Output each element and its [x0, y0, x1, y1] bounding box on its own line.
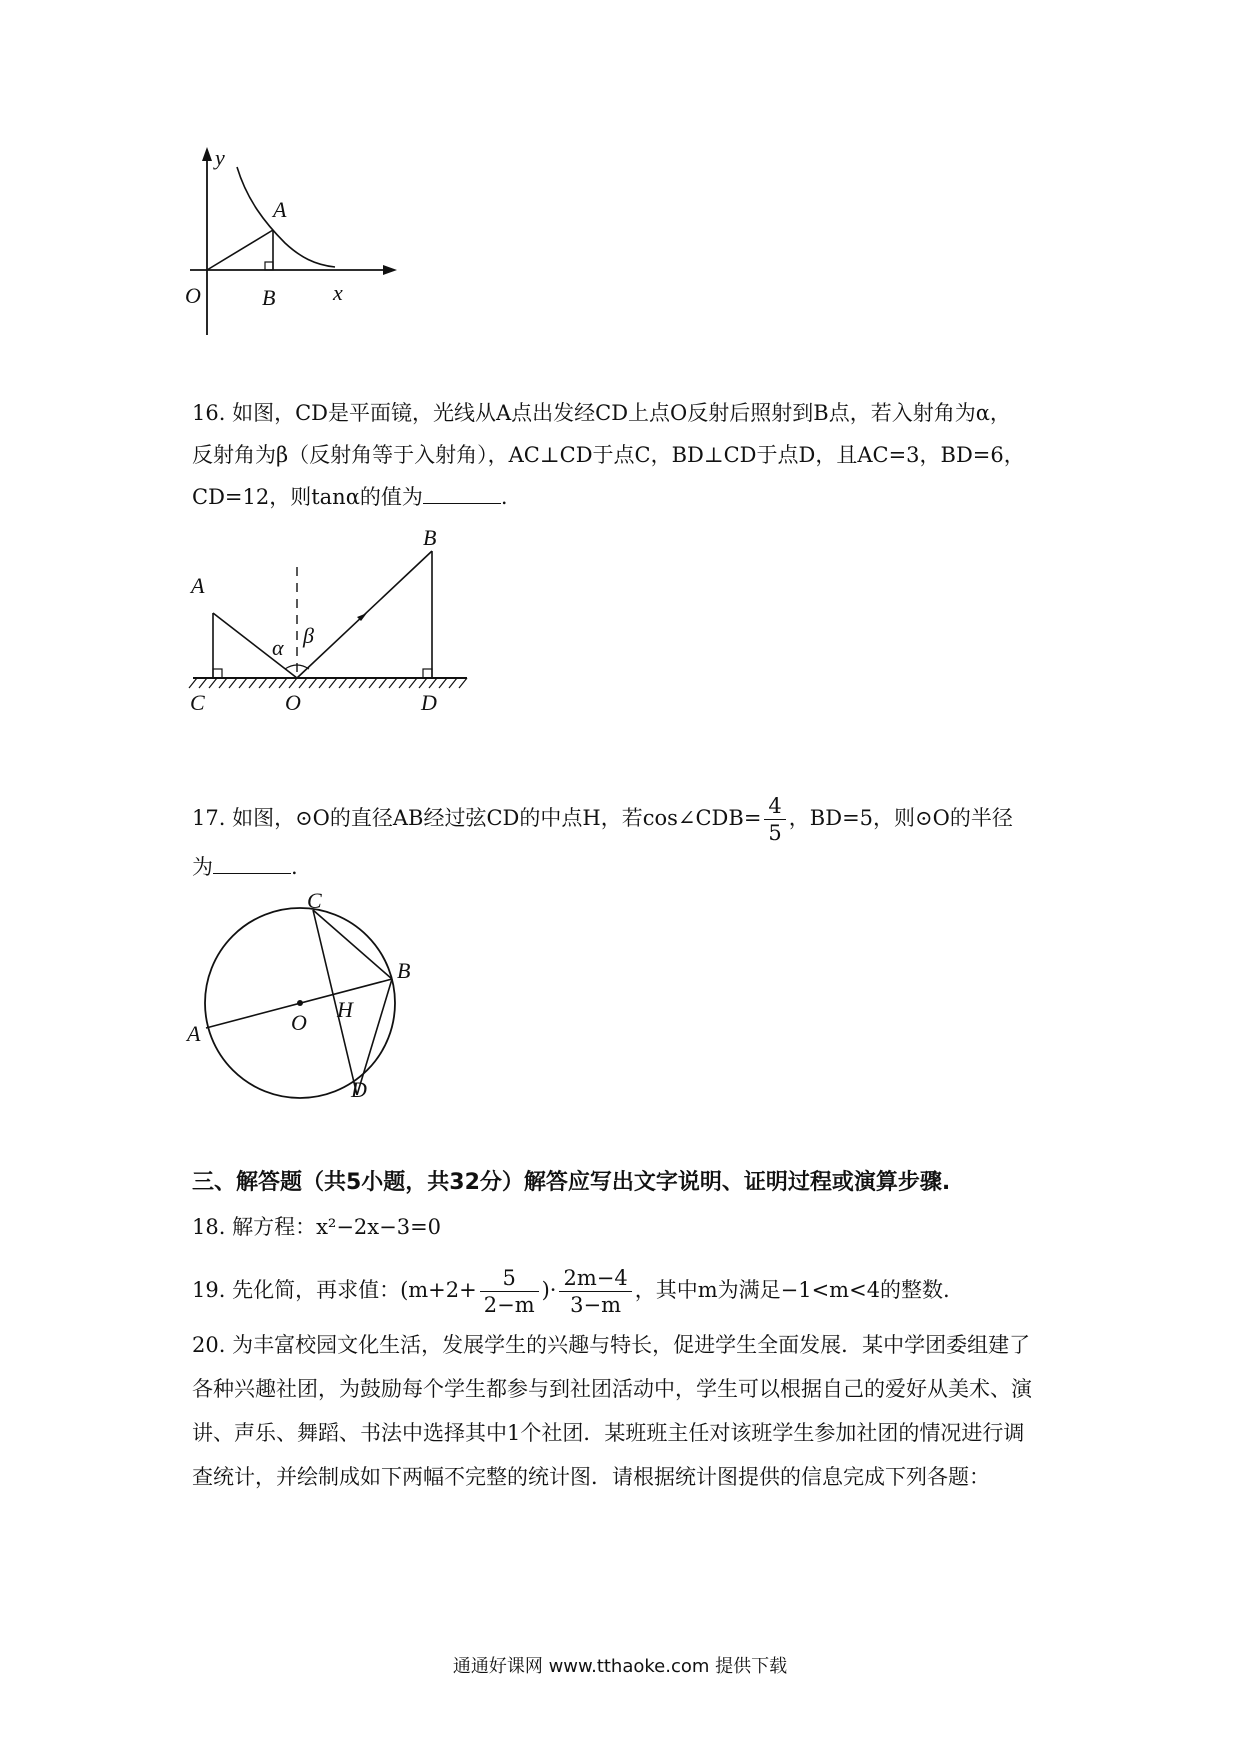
q19-frac2-num: 2m−4: [559, 1265, 631, 1292]
q20-line2: 各种兴趣社团，为鼓励每个学生都参与到社团活动中，学生可以根据自己的爱好从美术、演: [192, 1377, 1032, 1401]
figure-16-reflection: [185, 525, 485, 720]
q16-line3-end: .: [500, 485, 508, 509]
label-h: H: [337, 997, 353, 1022]
label-b: B: [262, 285, 276, 310]
q20-line3: 讲、声乐、舞蹈、书法中选择其中1个社团．某班班主任对该班学生参加社团的情况进行调: [192, 1421, 1025, 1445]
label-d: D: [351, 1077, 367, 1102]
label-o: O: [185, 283, 201, 308]
label-c: C: [190, 690, 205, 715]
q19-fraction-2: [559, 1265, 631, 1318]
q16-line3: [192, 482, 508, 512]
label-beta: β: [303, 623, 314, 648]
q17-frac-den: 5: [768, 821, 782, 845]
label-b: B: [397, 958, 411, 983]
q18-text: 18. 解方程：x²−2x−3=0: [192, 1215, 442, 1239]
q19-mid: )·: [541, 1278, 557, 1302]
q17-fraction: [764, 793, 785, 846]
q17-line1: [192, 790, 1013, 846]
q19-frac1-num: 5: [480, 1265, 539, 1292]
q17-line1-a: 17. 如图，⊙O的直径AB经过弦CD的中点H，若cos∠CDB=: [192, 806, 762, 830]
label-c: C: [307, 890, 322, 913]
section-heading: 三、解答题（共5小题，共32分）解答应写出文字说明、证明过程或演算步骤.: [192, 1170, 951, 1195]
q17-answer-blank: [213, 855, 291, 874]
label-a: A: [187, 1021, 201, 1046]
q19-suffix: ，其中m为满足−1<m<4的整数.: [634, 1278, 950, 1302]
q17-line2-end: .: [291, 855, 298, 879]
label-d: D: [421, 690, 437, 715]
label-o: O: [285, 690, 301, 715]
q19-fraction-1: [480, 1265, 539, 1318]
q16-line3-text: CD=12，则tanα的值为: [192, 485, 423, 509]
q19-prefix: 19. 先化简，再求值：(m+2+: [192, 1278, 477, 1302]
page-footer: 通通好课网 www.tthaoke.com 提供下载: [452, 1656, 788, 1677]
label-a: A: [273, 197, 287, 222]
q20-line4: 查统计，并绘制成如下两幅不完整的统计图．请根据统计图提供的信息完成下列各题：: [192, 1465, 990, 1489]
label-a: A: [191, 573, 205, 598]
q19-line: [192, 1262, 950, 1318]
q17-line2: [192, 852, 298, 882]
label-x: x: [333, 280, 343, 305]
label-b: B: [423, 525, 437, 550]
q16-line1: 16. 如图，CD是平面镜，光线从A点出发经CD上点O反射后照射到B点，若入射角为α，: [192, 401, 1011, 425]
q19-frac1-den: 2−m: [483, 1293, 535, 1317]
q20-line1: 20. 为丰富校园文化生活，发展学生的兴趣与特长，促进学生全面发展．某中学团委组建了: [192, 1333, 1031, 1357]
q17-line2-text: 为: [192, 855, 213, 879]
label-alpha: α: [272, 635, 284, 660]
q16-answer-blank: [423, 485, 501, 504]
q16-line2: 反射角为β（反射角等于入射角），AC⊥CD于点C，BD⊥CD于点D，且AC=3，BD=6，: [192, 443, 1025, 467]
q17-line1-b: ，BD=5，则⊙O的半径: [788, 806, 1013, 830]
q19-frac2-den: 3−m: [570, 1293, 622, 1317]
label-o: O: [291, 1010, 307, 1035]
figure-15-hyperbola: [185, 145, 405, 345]
figure-17-circle: [185, 890, 425, 1120]
q17-frac-num: 4: [764, 793, 785, 820]
label-y: y: [215, 145, 225, 170]
